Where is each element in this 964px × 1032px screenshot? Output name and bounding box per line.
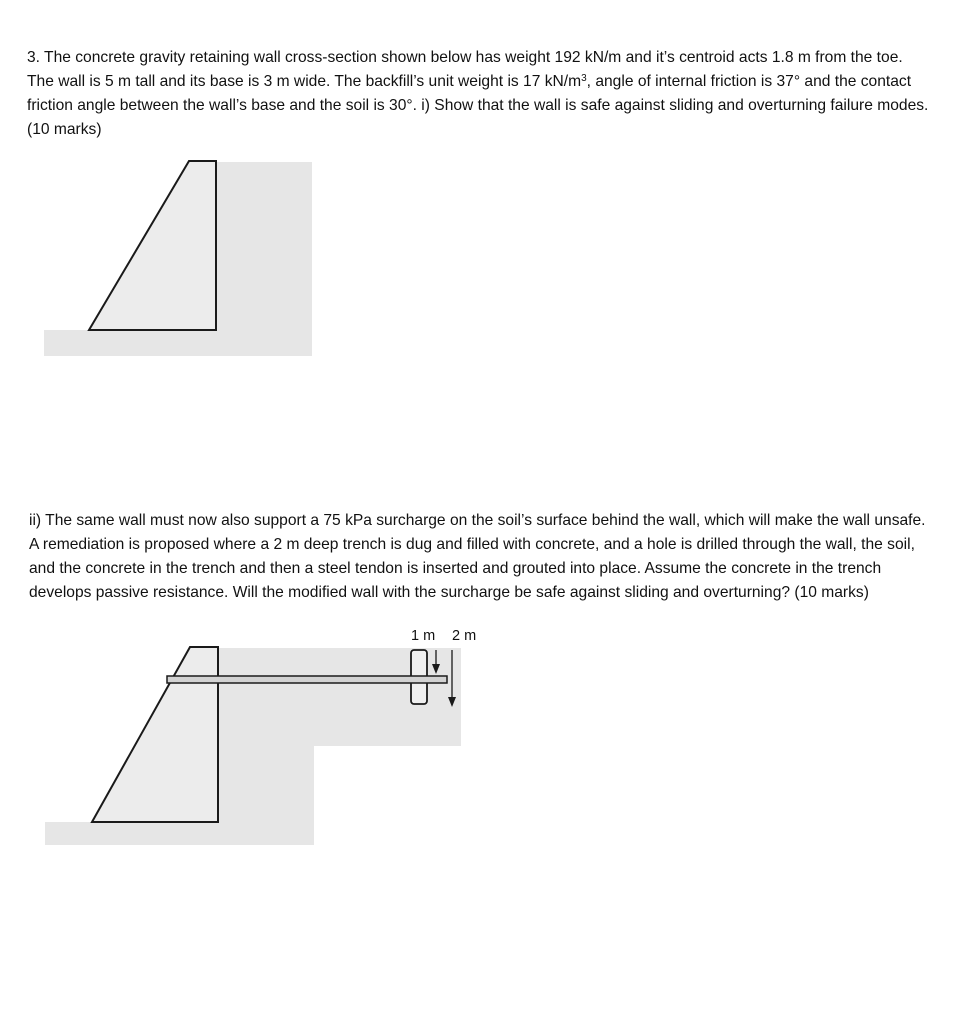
figure-1-retaining-wall: [44, 161, 312, 356]
part-i-text-continued: , angle of internal friction is 37° and the contact friction angle between the wall’s base and the soil is 30°. i) Show that the wall is safe against sliding and overturning failure modes. (10 marks): [27, 73, 929, 138]
label-depth: 2 m: [452, 628, 477, 644]
steel-tendon: [167, 676, 447, 683]
foundation-soil: [44, 330, 312, 356]
concrete-wall: [89, 161, 216, 330]
concrete-wall: [92, 647, 218, 822]
backfill-soil-lower: [218, 746, 314, 822]
foundation-soil: [45, 822, 314, 845]
question-3-part-ii: ii) The same wall must now also support a 75 kPa surcharge on the soil’s surface behind the wall, which will make the wall unsafe. A remediation is proposed where a 2 m deep trench is dug and filled with concrete, and a hole is drilled through the wall, the soil, and the concrete in the trench and then a steel tendon is inserted and grouted into place. Assume the concrete in the trench develops passive resistance. Will the modified wall with the surcharge be safe against sliding and overturning? (10 marks): [29, 512, 926, 601]
figure-2-modified-wall: [45, 647, 461, 845]
superscript-3: 3: [581, 73, 587, 84]
backfill-soil: [216, 162, 312, 330]
part-i-text: 3. The concrete gravity retaining wall cross-section shown below has weight 192 kN/m and it’s centroid acts 1.8 m from the toe. The wall is 5 m tall and its base is 3 m wide. The backfill’s unit weight is 17 kN/m: [27, 49, 903, 90]
label-trench-width: 1 m: [411, 628, 436, 644]
